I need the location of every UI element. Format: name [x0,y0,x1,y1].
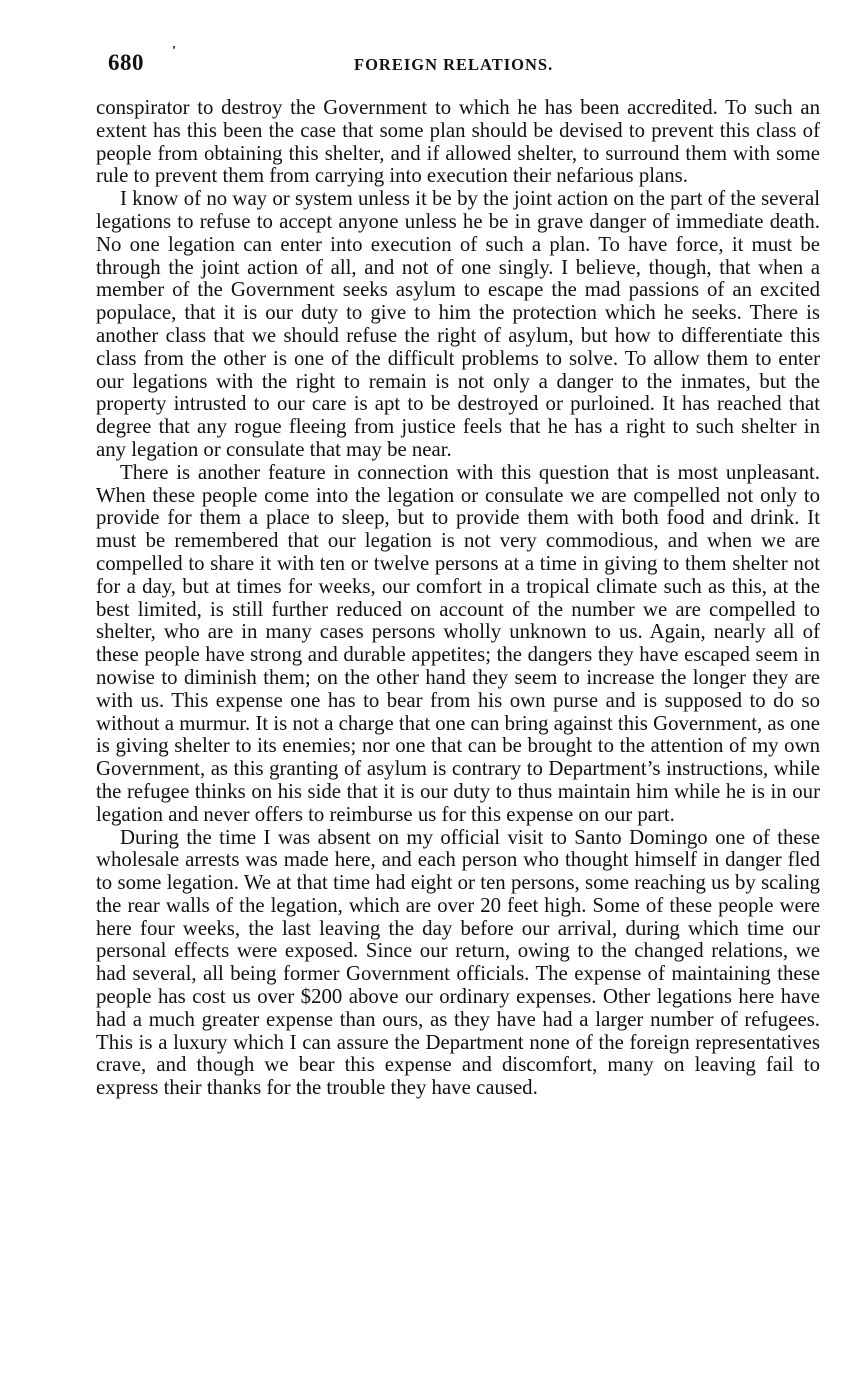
paragraph-4: During the time I was absent on my official visit to Santo Domingo one of these wholesale arrests was made here, and each person who thought himself in danger fled to some legation. We at that time had eight or ten persons, some reaching us by scaling the rear walls of the legation, which are over 20 feet high. Some of these people were here four weeks, the last leaving the day before our arrival, during which time our personal effects were exposed. Since our return, owing to the changed relations, we had several, all being former Government officials. The expense of maintaining these people has cost us over $200 above our ordinary expenses. Other legations here have had a much greater expense than ours, as they have had a larger number of refugees. This is a luxury which I can assure the Department none of the foreign representatives crave, and though we bear this expense and discomfort, many on leaving fail to express their thanks for the trouble they have caused. [96,825,820,1100]
print-mark: ' [172,44,176,59]
paragraph-1: conspirator to destroy the Government to which he has been accredited. To such an extent has this been the case that some plan should be devised to prevent this class of people from obtaining this shelter, and if allowed shelter, to surround them with some rule to prevent them from carrying into execution their nefarious plans. [96,96,820,188]
running-head: FOREIGN RELATIONS. [354,55,554,74]
paragraph-3: There is another feature in connection with this question that is most unpleasant. When these people come into the legation or consulate we are compelled not only to provide for them a place to sleep, but to provide them with both food and drink. It must be remembered that our legation is not very commodious, and when we are compelled to share it with ten or twelve persons at a time in giving to them shelter not for a day, but at times for weeks, our comfort in a tropical climate such as this, at the best limited, is still further reduced on account of the number we are compelled to shelter, who are in many cases persons wholly unknown to us. Again, nearly all of these people have strong and durable appetites; the dangers they have escaped seem in nowise to diminish them; on the other hand they seem to increase the longer they are with us. This expense one has to bear from his own purse and is supposed to do so without a murmur. It is not a charge that one can bring against this Government, as one is giving shelter to its enemies; nor one that can be brought to the attention of my own Government, as this granting of asylum is contrary to Department’s instructions, while the refugee thinks on his side that it is our duty to thus maintain him while he is in our legation and never offers to reimburse us for this expense on our part. [96,460,820,826]
body-text [96,97,820,1100]
page-number: 680 [108,50,144,75]
page-header [108,44,828,78]
paragraph-2: I know of no way or system unless it be by the joint action on the part of the several legations to refuse to accept anyone unless he be in grave danger of immediate death. No one legation can enter into execution of such a plan. To have force, it must be through the joint action of all, and not of one singly. I believe, though, that when a member of the Government seeks asylum to escape the mad passions of an excited populace, that it is our duty to give to him the protection which he seeks. There is another class that we should refuse the right of asylum, but how to differentiate this class from the other is one of the difficult problems to solve. To allow them to enter our legations with the right to remain is not only a danger to the inmates, but the property intrusted to our care is apt to be destroyed or purloined. It has reached that degree that any rogue fleeing from justice feels that he has a right to such shelter in any legation or consulate that may be near. [96,187,820,461]
